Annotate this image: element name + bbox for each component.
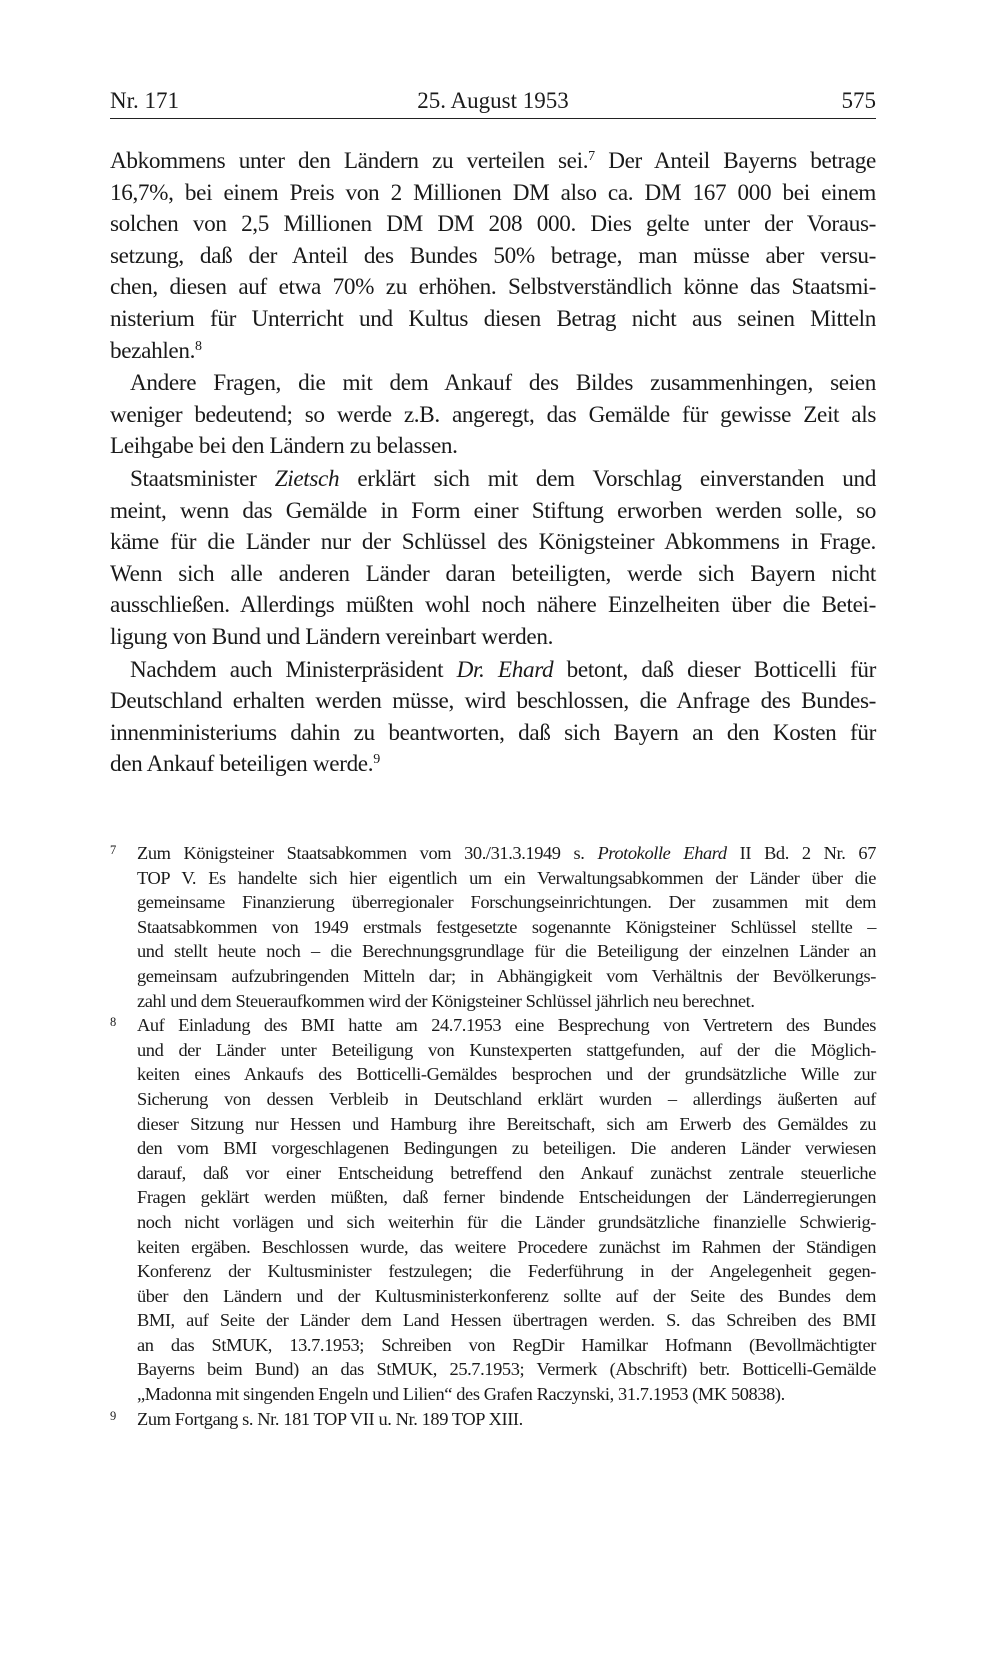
text-line: ausschließen. Allerdings müßten wohl noch nähere Einzelheiten über die Betei- <box>110 592 876 619</box>
text-line: bezahlen.$^8$ <box>110 337 202 364</box>
text-line: Deutschland erhalten werden müsse, wird beschlossen, die Anfrage des Bundes- <box>110 688 876 715</box>
body-text <box>110 146 876 781</box>
footnote-line: darauf, daß vor einer Entscheidung betreffend den Ankauf zunächst zentrale steuerliche <box>137 1162 876 1183</box>
footnote-9 <box>110 1407 876 1432</box>
text-line: ligung von Bund und Ländern vereinbart werden. <box>110 623 554 650</box>
footnote-8 <box>110 1013 876 1407</box>
text-line: weniger bedeutend; so werde z.B. angeregt, das Gemälde für gewisse Zeit als <box>110 401 876 428</box>
text-line: solchen von 2,5 Millionen DM DM 208 000. Dies gelte unter der Voraus- <box>110 211 876 238</box>
footnote-line: keiten ergäben. Beschlossen wurde, das weitere Procedere zunächst im Rahmen der Ständigen <box>137 1236 876 1257</box>
running-header <box>110 84 876 118</box>
text-line: Nachdem auch Ministerpräsident Dr. Ehard betont, daß dieser Botticelli für <box>130 656 876 683</box>
footnote-line: keiten eines Ankaufs des Botticelli-Gemäldes besprochen und der grundsätzliche Wille zur <box>137 1064 876 1085</box>
person-name: Zietsch <box>274 465 340 492</box>
footnote-reference[interactable]: 8 <box>195 338 202 354</box>
document-number: Nr. 171 <box>110 88 179 113</box>
paragraph <box>110 655 876 781</box>
footnote-line: den vom BMI vorgeschlagenen Bedingungen zu beteiligen. Die anderen Länder verwiesen <box>137 1138 876 1159</box>
footnote-line: Zum Fortgang s. Nr. 181 TOP VII u. Nr. 189 TOP XIII. <box>137 1408 523 1429</box>
paragraph <box>110 368 876 463</box>
footnote-line: an das StMUK, 13.7.1953; Schreiben von RegDir Hamilkar Hofmann (Bevollmächtigter <box>137 1334 876 1355</box>
text-line: setzung, daß der Anteil des Bundes 50% betrage, man müsse aber versu- <box>110 242 876 269</box>
footnote-line: Auf Einladung des BMI hatte am 24.7.1953 eine Besprechung von Vertretern des Bundes <box>137 1015 876 1036</box>
footnote-line: dieser Sitzung nur Hessen und Hamburg ihre Bereitschaft, sich am Erwerb des Gemäldes zu <box>137 1113 876 1134</box>
footnote-line: Staatsabkommen von 1949 erstmals festgesetzte sogenannte Königsteiner Schlüssel stellte – <box>137 916 876 937</box>
text-line: käme für die Länder nur der Schlüssel des Königsteiner Abkommens in Frage. <box>110 529 876 556</box>
footnote-line: Fragen geklärt werden müßten, daß ferner bindende Entscheidungen der Länderregierungen <box>137 1187 876 1208</box>
text-line: nisterium für Unterricht und Kultus diesen Betrag nicht aus seinen Mitteln <box>110 305 876 332</box>
text-line: chen, diesen auf etwa 70% zu erhöhen. Selbstverständlich könne das Staatsmi- <box>110 274 876 301</box>
text-line: 16,7%, bei einem Preis von 2 Millionen DM also ca. DM 167 000 bei einem <box>110 179 876 206</box>
text-line: Wenn sich alle anderen Länder daran beteiligten, werde sich Bayern nicht <box>110 560 876 587</box>
footnote-line: Zum Königsteiner Staatsabkommen vom 30./31.3.1949 s. Protokolle Ehard II Bd. 2 Nr. 67 <box>137 843 876 863</box>
footnotes <box>110 841 876 1431</box>
text-line: Andere Fragen, die mit dem Ankauf des Bildes zusammenhingen, seien <box>130 370 876 397</box>
text-line: innenministeriums dahin zu beantworten, daß sich Bayern an den Kosten für <box>110 719 876 746</box>
footnote-line: zahl und dem Steueraufkommen wird der Königsteiner Schlüssel jährlich neu berechnet. <box>137 990 755 1011</box>
footnote-line: gemeinsame Finanzierung überregionaler Forschungseinrichtungen. Der zusammen mit dem <box>137 892 876 913</box>
header-rule <box>110 118 876 119</box>
text-line: den Ankauf beteiligen werde.$^9$ <box>110 751 380 778</box>
footnote-line: über den Ländern und der Kultusministerkonferenz sollte auf der Seite des Bundes dem <box>137 1285 876 1306</box>
document-date: 25. August 1953 <box>417 88 569 113</box>
paragraph <box>110 464 876 654</box>
footnote-number: 8 <box>110 1015 116 1030</box>
text-line: Leihgabe bei den Ländern zu belassen. <box>110 433 458 460</box>
footnote-reference[interactable]: 7 <box>588 149 595 164</box>
footnote-line: BMI, auf Seite der Länder dem Land Hessen übertragen werden. S. das Schreiben des BMI <box>137 1310 876 1331</box>
person-name: Dr. Ehard <box>456 656 554 683</box>
text-line: Abkommens unter den Ländern zu verteilen sei.$^7$ Der Anteil Bayerns betrage <box>110 148 876 174</box>
footnote-line: und der Länder unter Beteiligung von Kunstexperten stattgefunden, auf der die Möglich- <box>137 1039 876 1060</box>
footnote-line: noch nicht vorlägen und sich weiterhin für die Länder grundsätzliche finanzielle Schwierig- <box>137 1211 876 1232</box>
footnote-7 <box>110 841 876 1013</box>
footnote-reference[interactable]: 9 <box>373 752 380 768</box>
footnote-line: Sicherung von dessen Verbleib in Deutschland erklärt wurden – allerdings äußerten auf <box>137 1088 876 1109</box>
footnote-line: Bayerns beim Bund) an das StMUK, 25.7.1953; Vermerk (Abschrift) betr. Botticelli-Gemälde <box>137 1359 876 1380</box>
page-number: 575 <box>841 88 876 113</box>
footnote-line: gemeinsam aufzubringenden Mitteln dar; in Abhängigkeit vom Verhältnis der Bevölkerungs- <box>137 965 876 986</box>
paragraph <box>110 146 876 367</box>
footnote-line: und stellt heute noch – die Berechnungsgrundlage für die Beteiligung der einzelnen Länder an <box>137 941 876 962</box>
text-line: Staatsminister Zietsch erklärt sich mit dem Vorschlag einverstanden und <box>130 465 877 492</box>
footnote-line: Konferenz der Kultusminister festzulegen; die Federführung in der Angelegenheit gegen- <box>137 1261 876 1282</box>
cited-work-title: Protokolle Ehard <box>597 843 727 863</box>
text-line: meint, wenn das Gemälde in Form einer Stiftung erworben werden solle, so <box>110 497 876 524</box>
footnote-number: 7 <box>110 843 116 857</box>
footnote-line: „Madonna mit singenden Engeln und Lilien“ des Grafen Raczynski, 31.7.1953 (MK 50838). <box>137 1384 785 1405</box>
footnote-number: 9 <box>110 1408 116 1423</box>
footnote-line: TOP V. Es handelte sich hier eigentlich um ein Verwaltungsabkommen der Länder über die <box>137 867 876 888</box>
